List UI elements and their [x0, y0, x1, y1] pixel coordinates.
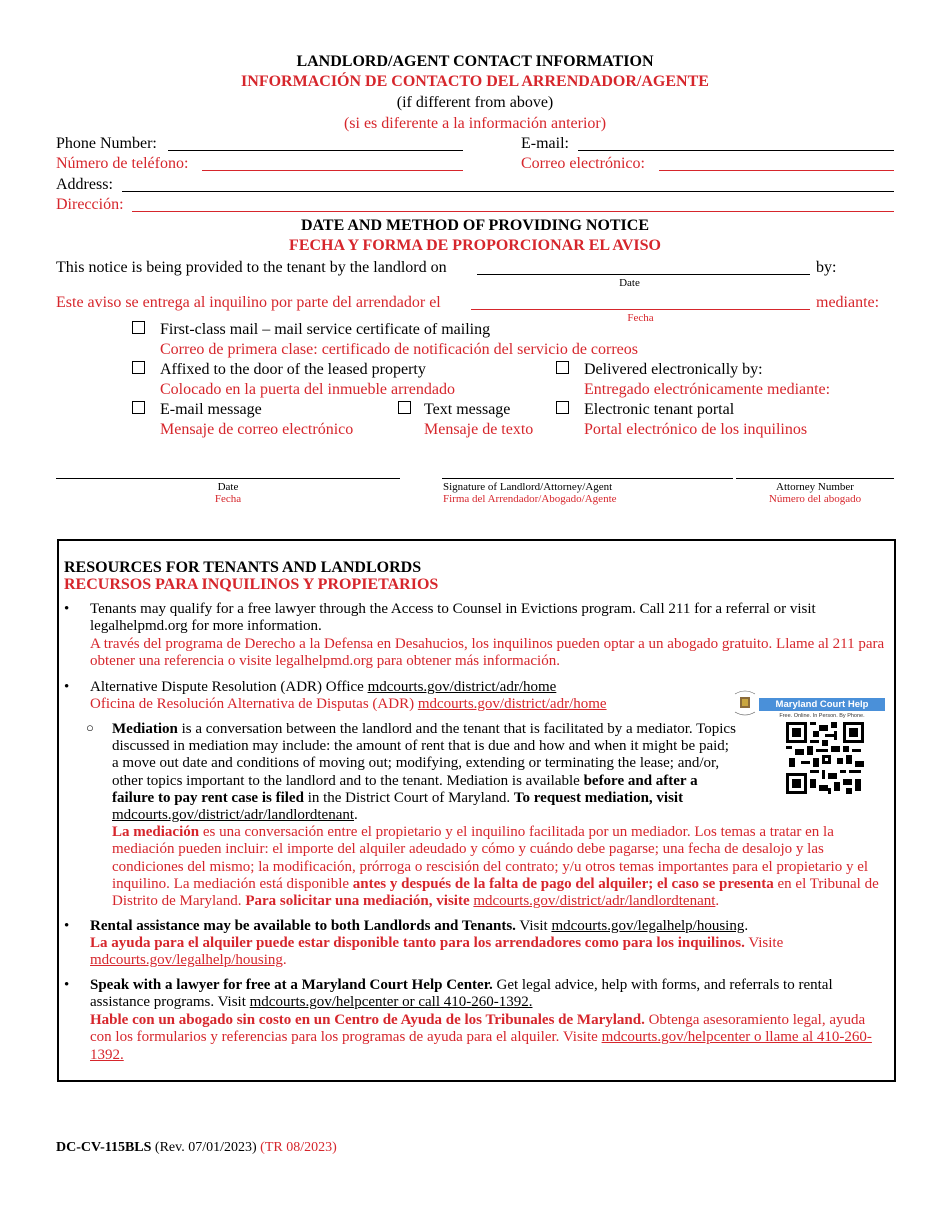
adr-label-es: Oficina de Resolución Alternativa de Disputas (ADR): [90, 696, 415, 712]
checkbox-first-class-mail[interactable]: [132, 321, 145, 334]
mediation-link[interactable]: mdcourts.gov/district/adr/landlordtenant: [112, 807, 355, 824]
notice-date-caption-es: Fecha: [627, 312, 654, 324]
speak-es-text: Obtenga asesoramiento legal, ayuda con los formularios y referencias para los programas de ayuda para el alquiler. Visite: [90, 1012, 866, 1046]
mediation-es-bold-3: Para solicitar una mediación, visite: [245, 893, 470, 910]
form-id: DC-CV-115BLS: [56, 1140, 152, 1155]
mediation-bold-3: To request mediation, visit: [513, 789, 684, 806]
bullet-dot: •: [64, 601, 70, 617]
signature-caption-es: Firma del Arrendador/Abogado/Agente: [443, 493, 617, 505]
adr-link-es[interactable]: mdcourts.gov/district/adr/home: [417, 696, 607, 712]
mediation-text-2: in the District Court of Maryland.: [303, 789, 514, 806]
checkbox-affixed-door[interactable]: [132, 361, 145, 374]
signature-date-field[interactable]: [56, 478, 400, 479]
phone-label-es: Número de teléfono:: [56, 155, 189, 172]
opt-email-en: E-mail message: [160, 401, 262, 418]
bullet-dot: •: [64, 918, 70, 934]
sub-bullet-circle: ○: [86, 720, 94, 735]
form-translation: (TR 08/2023): [256, 1140, 337, 1155]
signature-date-caption-es: Fecha: [214, 493, 242, 505]
mediation-es-text-1: es una conversación entre el propietario y el inquilino facilitada por un mediador. Los temas a tratar en la mediación pueden incluir: el importe del alquiler adeudado y cómo y cuándo debe pagarse; una fecha de desalojo y las condiciones del mismo; la modificación, prórroga o rescisión del contrato; y/u otros temas importantes para el propietario y el inquilino. La mediación está disponible: [112, 824, 869, 892]
address-label-es: Dirección:: [56, 196, 124, 213]
notice-by-en: by:: [816, 259, 837, 276]
opt-email-es: Mensaje de correo electrónico: [160, 421, 354, 438]
notice-provided-es: Este aviso se entrega al inquilino por parte del arrendador el: [56, 294, 441, 311]
resources-title-en: RESOURCES FOR TENANTS AND LANDLORDS: [64, 559, 422, 576]
adr-label-en: Alternative Dispute Resolution (ADR) Office: [90, 679, 364, 695]
checkbox-delivered-electronically[interactable]: [556, 361, 569, 374]
email-field-es-line: [659, 170, 894, 171]
counsel-text-es: A través del programa de Derecho a la Defensa en Desahucios, los inquilinos pueden optar a un abogado gratuito. Llame al 211 para obtener una referencia o visite legalhelpmd.org para obtener más información.: [90, 636, 885, 670]
notice-by-es: mediante:: [816, 294, 880, 311]
signature-field[interactable]: [442, 478, 733, 479]
notice-provided-en: This notice is being provided to the tenant by the landlord on: [56, 259, 447, 276]
contact-title-es: INFORMACIÓN DE CONTACTO DEL ARRENDADOR/AGENTE: [241, 73, 709, 90]
adr-link[interactable]: mdcourts.gov/district/adr/home: [367, 679, 557, 695]
contact-title-en: LANDLORD/AGENT CONTACT INFORMATION: [296, 53, 654, 70]
counsel-text-en: Tenants may qualify for a free lawyer through the Access to Counsel in Evictions program. Call 211 for a referral or visit legalhelpmd.org for more information.: [90, 601, 816, 635]
opt-mail-en: First-class mail – mail service certificate of mailing: [160, 321, 491, 338]
contact-subtitle-es: (si es diferente a la información anterior): [343, 115, 607, 132]
mediation-es-text-2: en el Tribunal de Distrito de Maryland.: [112, 875, 879, 910]
opt-mail-es: Correo de primera clase: certificado de notificación del servicio de correos: [160, 341, 638, 358]
notice-title-es: FECHA Y FORMA DE PROPORCIONAR EL AVISO: [289, 237, 661, 254]
court-help-banner: Maryland Court Help: [759, 698, 885, 711]
qr-code[interactable]: [786, 722, 864, 794]
opt-portal-es: Portal electrónico de los inquilinos: [584, 421, 808, 438]
rental-link-es[interactable]: mdcourts.gov/legalhelp/housing: [90, 952, 283, 969]
maryland-judiciary-seal: [732, 688, 758, 718]
attorney-number-field[interactable]: [736, 478, 894, 479]
court-help-tagline: Free. Online. In Person. By Phone.: [779, 713, 865, 719]
email-field[interactable]: [578, 150, 894, 151]
rental-bold: Rental assistance may be available to both Landlords and Tenants.: [90, 918, 516, 934]
mediation-bold-1: Mediation: [112, 721, 178, 737]
rental-link[interactable]: mdcourts.gov/legalhelp/housing: [551, 918, 745, 934]
opt-elec-es: Entregado electrónicamente mediante:: [584, 381, 831, 398]
mediation-text-1: is a conversation between the landlord and the tenant that is facilitated by a mediator. Topics discussed in mediation may include: the amount of rent that is due and how and when it might be paid; a move out date and conditions of moving out; modifying, extending or terminating the lease; and/or, other topics important to the landlord and to the tenant. Mediation is available: [112, 721, 736, 789]
phone-field-es-line: [202, 170, 463, 171]
checkbox-tenant-portal[interactable]: [556, 401, 569, 414]
mediation-text-en: Mediation is a conversation between the landlord and the tenant that is facilitated by a mediator. Topics discussed in mediation may include: the amount of rent that is due and how and when it might be paid; a move out date and conditions of moving out; modifying, extending or terminating the lease; and/or, other topics important to the landlord and to the tenant. Mediation is available before and after a failure to pay rent case is filed in the District Court of Maryland. To request mediation, visit mdcourts.gov/district/adr/landlordtenant.: [112, 721, 736, 824]
rental-text-es: La ayuda para el alquiler puede estar disponible tanto para los arrendadores como para los inquilinos. Visite mdcourts.gov/legalhelp/housing.: [90, 935, 784, 969]
opt-text-en: Text message: [424, 401, 511, 418]
email-label-es: Correo electrónico:: [521, 155, 645, 172]
opt-portal-en: Electronic tenant portal: [584, 401, 735, 418]
form-revision: (Rev. 07/01/2023): [151, 1140, 257, 1155]
notice-date-field[interactable]: [477, 274, 810, 275]
speak-text: Get legal advice, help with forms, and referrals to rental assistance programs. Visit: [90, 977, 833, 1011]
speak-es-bold: Hable con un abogado sin costo en un Centro de Ayuda de los Tribunales de Maryland.: [90, 1012, 645, 1028]
notice-date-caption-en: Date: [619, 277, 640, 289]
mediation-es-bold-1: La mediación: [112, 824, 200, 840]
rental-visit: Visit: [519, 918, 548, 934]
attorney-caption-en: Attorney Number: [776, 481, 854, 493]
checkbox-email-message[interactable]: [132, 401, 145, 414]
address-label-en: Address:: [56, 176, 113, 193]
opt-text-es: Mensaje de texto: [424, 421, 534, 438]
signature-date-caption-en: Date: [217, 481, 239, 493]
signature-caption-en: Signature of Landlord/Attorney/Agent: [443, 481, 613, 493]
speak-text-es: [90, 1012, 886, 1064]
speak-bold: Speak with a lawyer for free at a Maryland Court Help Center.: [90, 977, 493, 993]
adr-line-es: [90, 696, 730, 713]
mediation-es-bold-2: antes y después de la falta de pago del alquiler; el caso se presenta: [352, 875, 774, 892]
bullet-dot: •: [64, 679, 70, 695]
rental-es-bold: La ayuda para el alquiler puede estar disponible tanto para los arrendadores como para los inquilinos.: [90, 935, 745, 951]
speak-text-en: [90, 977, 886, 1012]
notice-title-en: DATE AND METHOD OF PROVIDING NOTICE: [300, 217, 650, 234]
phone-label-en: Phone Number:: [56, 135, 157, 152]
mediation-link-es[interactable]: mdcourts.gov/district/adr/landlordtenant: [473, 893, 716, 910]
notice-date-es-line: [471, 309, 810, 310]
speak-link[interactable]: mdcourts.gov/helpcenter or call 410-260-1392.: [249, 994, 533, 1011]
adr-line-en: [90, 679, 730, 696]
resources-title-es: RECURSOS PARA INQUILINOS Y PROPIETARIOS: [64, 576, 439, 593]
opt-door-es: Colocado en la puerta del inmueble arrendado: [160, 381, 455, 398]
opt-door-en: Affixed to the door of the leased property: [160, 361, 426, 378]
speak-link-es[interactable]: mdcourts.gov/helpcenter o llame al 410-260-1392.: [90, 1029, 872, 1063]
rental-es-visite: Visite: [748, 935, 784, 951]
checkbox-text-message[interactable]: [398, 401, 411, 414]
email-label-en: E-mail:: [521, 135, 569, 152]
contact-subtitle-en: (if different from above): [396, 94, 554, 111]
mediation-bold-2: before and after a failure to pay rent case is filed: [112, 772, 698, 806]
rental-text-en: Rental assistance may be available to both Landlords and Tenants. Visit mdcourts.gov/legalhelp/housing.: [90, 918, 749, 934]
attorney-caption-es: Número del abogado: [768, 493, 862, 505]
mediation-text-es: La mediación es una conversación entre el propietario y el inquilino facilitada por un mediador. Los temas a tratar en la mediación pueden incluir: el importe del alquiler adeudado y cómo y cuándo debe pagarse; una fecha de desalojo y las condiciones del mismo; la modificación, prórroga o rescisión del contrato; y/u otros temas importantes para el propietario y el inquilino. La mediación está disponible antes y después de la falta de pago del alquiler; el caso se presenta en el Tribunal de Distrito de Maryland. Para solicitar una mediación, visite mdcourts.gov/district/adr/landlordtenant.: [112, 824, 879, 910]
bullet-dot: •: [64, 977, 70, 993]
opt-elec-en: Delivered electronically by:: [584, 361, 763, 378]
address-field[interactable]: [122, 191, 894, 192]
form-footer: [56, 1140, 337, 1156]
phone-field[interactable]: [168, 150, 463, 151]
address-field-es-line: [132, 211, 894, 212]
